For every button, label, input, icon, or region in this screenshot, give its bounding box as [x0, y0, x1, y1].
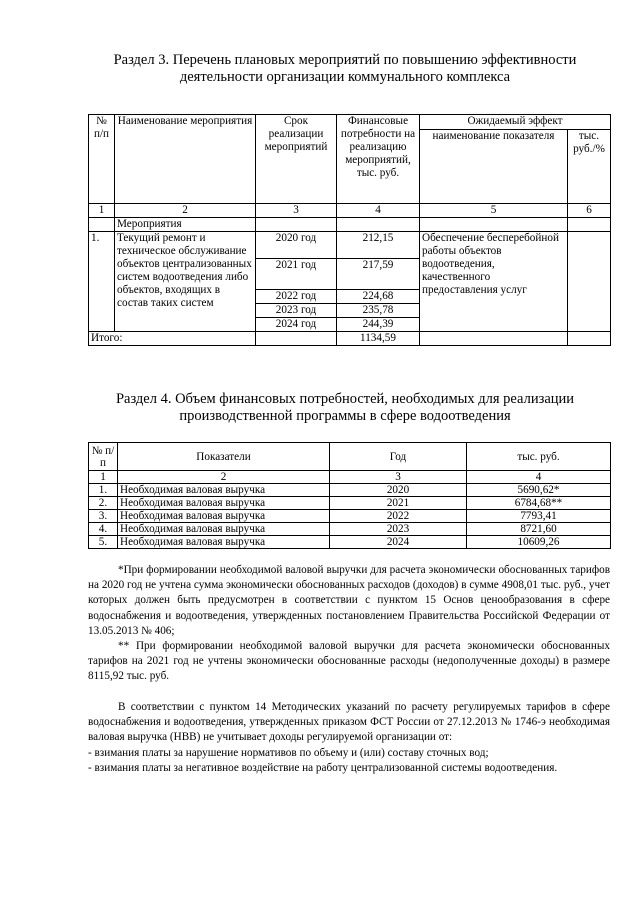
header-thous: тыс. руб./% — [568, 130, 611, 204]
row-value: 6784,68** — [467, 497, 611, 510]
section3-title — [80, 52, 610, 86]
table-row — [89, 510, 611, 523]
col-number-2: 2 — [115, 204, 256, 218]
group-label: Мероприятия — [115, 218, 256, 232]
value-2020: 212,15 — [337, 232, 420, 259]
col-number-4: 4 — [337, 204, 420, 218]
t2-col-number-4: 4 — [467, 471, 611, 484]
row-indicator: Необходимая валовая выручка — [118, 484, 330, 497]
year-2024: 2024 год — [256, 318, 337, 332]
header-finance: Финансовые потребности на реализацию мероприятий, тыс. руб. — [337, 115, 420, 204]
row-num: 5. — [89, 536, 118, 549]
row-indicator: Необходимая валовая выручка — [118, 536, 330, 549]
row-indicator: Необходимая валовая выручка — [118, 497, 330, 510]
year-2023: 2023 год — [256, 304, 337, 318]
row-indicator: Необходимая валовая выручка — [118, 523, 330, 536]
row-year: 2024 — [330, 536, 467, 549]
row-value: 10609,26 — [467, 536, 611, 549]
row-year: 2021 — [330, 497, 467, 510]
section4-title — [80, 391, 610, 425]
section4-title-line1: Раздел 4. Объем финансовых потребностей, необходимых для реализации — [115, 391, 575, 407]
paragraph-item-1: - взимания платы за нарушение нормативов по объему и (или) составу сточных вод; — [88, 746, 489, 759]
t2-col-number-1: 1 — [89, 471, 118, 484]
nvv-paragraph — [88, 700, 610, 776]
t2-header-thous: тыс. руб. — [467, 443, 611, 471]
section4-title-line2: производственной программы в сфере водоотведения — [179, 408, 511, 424]
year-2020: 2020 год — [256, 232, 337, 259]
row-num: 1. — [89, 232, 115, 332]
t2-col-number-3: 3 — [330, 471, 467, 484]
section3-title-line2: деятельности организации коммунального комплекса — [179, 69, 511, 85]
row-year: 2020 — [330, 484, 467, 497]
header-effect: Ожидаемый эффект — [420, 115, 611, 130]
table-row — [89, 484, 611, 497]
header-num: № п/п — [89, 115, 115, 204]
table-row — [89, 523, 611, 536]
measure-name: Текущий ремонт и техническое обслуживание объектов централизованных систем водоотведения либо объектов, входящих в состав таких систем — [115, 232, 256, 332]
row-num: 4. — [89, 523, 118, 536]
header-term: Срок реализации мероприятий — [256, 115, 337, 204]
expected-effect: Обеспечение бесперебойной работы объектов водоотведения, качественного предоставления услуг — [420, 232, 568, 332]
t2-header-num: № п/п — [89, 443, 118, 471]
table-row — [89, 536, 611, 549]
t2-header-indicators: Показатели — [118, 443, 330, 471]
value-2024: 244,39 — [337, 318, 420, 332]
value-2023: 235,78 — [337, 304, 420, 318]
row-value: 8721,60 — [467, 523, 611, 536]
year-2021: 2021 год — [256, 259, 337, 290]
col-number-6: 6 — [568, 204, 611, 218]
row-num: 2. — [89, 497, 118, 510]
col-number-3: 3 — [256, 204, 337, 218]
finance-table — [88, 442, 611, 549]
total-value: 1134,59 — [337, 332, 420, 346]
row-num: 1. — [89, 484, 118, 497]
total-label: Итого: — [89, 332, 256, 346]
t2-header-year: Год — [330, 443, 467, 471]
row-indicator: Необходимая валовая выручка — [118, 510, 330, 523]
value-2022: 224,68 — [337, 290, 420, 304]
footnote-1: *При формировании необходимой валовой выручки для расчета экономически обоснованных тарифов на 2020 год не учтена сумма экономически обоснованных расходов (доходов) в сумме 4908,01 тыс. руб., учет которых должен быть предусмотрен в соответствии с пунктом 15 Основ ценообразования в сфере водоснабжения и водоотведения, утвержденных постановлением Правительства Российской Федерации от 13.05.2013 № 406; — [88, 564, 610, 637]
col-number-5: 5 — [420, 204, 568, 218]
paragraph-intro: В соответствии с пунктом 14 Методических указаний по расчету регулируемых тарифов в сфере водоснабжения и водоотведения, утвержденных приказом ФСТ России от 27.12.2013 № 1746-э необходимая валовая выручка (НВВ) не учитывает доходы регулируемой организации от: — [88, 701, 610, 744]
year-2022: 2022 год — [256, 290, 337, 304]
section3-title-line1: Раздел 3. Перечень плановых мероприятий по повышению эффективности — [113, 52, 577, 68]
footnotes — [88, 563, 610, 685]
paragraph-item-2: - взимания платы за негативное воздействие на работу централизованной системы водоотведения. — [88, 761, 558, 774]
row-value: 5690,62* — [467, 484, 611, 497]
measures-table — [88, 114, 611, 346]
footnote-2: ** При формировании необходимой валовой выручки для расчета экономически обоснованных тарифов на 2021 год не учтены экономически обоснованные расходы (недополученные доходы) в размере 8115,92 тыс. руб. — [88, 640, 610, 683]
value-2021: 217,59 — [337, 259, 420, 290]
header-indicator-name: наименование показателя — [420, 130, 568, 204]
row-num: 3. — [89, 510, 118, 523]
col-number-1: 1 — [89, 204, 115, 218]
header-measure-name: Наименование мероприятия — [115, 115, 256, 204]
row-value: 7793,41 — [467, 510, 611, 523]
row-year: 2022 — [330, 510, 467, 523]
row-year: 2023 — [330, 523, 467, 536]
table-row — [89, 497, 611, 510]
t2-col-number-2: 2 — [118, 471, 330, 484]
